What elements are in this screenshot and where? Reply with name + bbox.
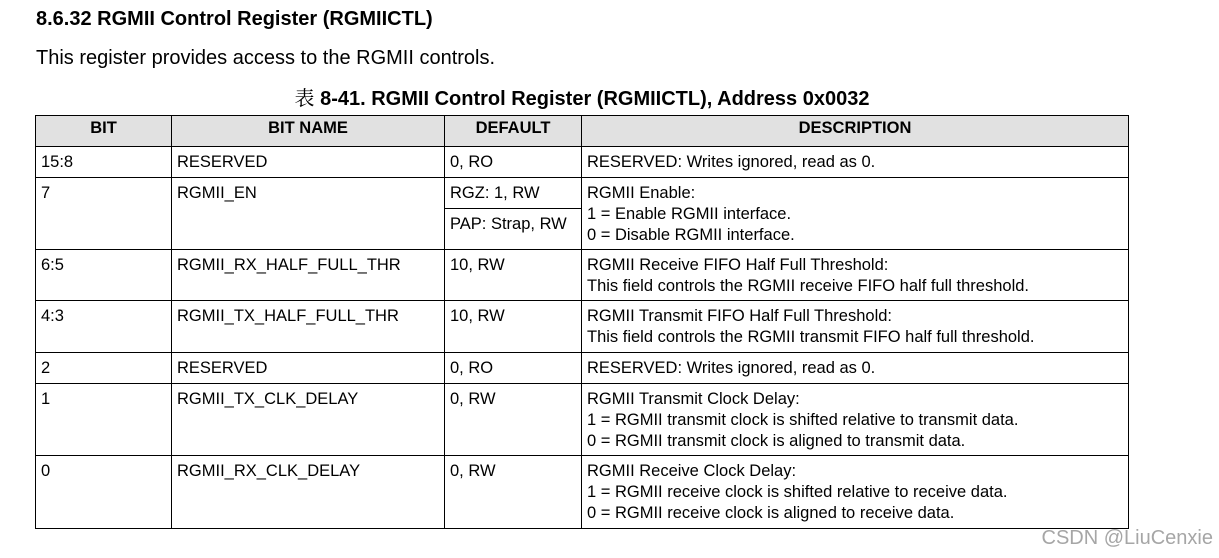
cell-default: 0, RW <box>445 456 582 529</box>
cell-bit: 4:3 <box>36 301 172 353</box>
cell-bit-name: RGMII_RX_CLK_DELAY <box>172 456 445 529</box>
description-line: RESERVED: Writes ignored, read as 0. <box>587 153 876 171</box>
description-line: This field controls the RGMII transmit FIFO half full threshold. <box>587 328 1035 346</box>
table-header-row <box>36 116 1129 147</box>
description-line: 1 = RGMII receive clock is shifted relative to receive data. <box>587 483 1008 501</box>
cell-default: 0, RW <box>445 384 582 456</box>
description-line: RGMII Transmit FIFO Half Full Threshold: <box>587 307 893 325</box>
cell-description <box>582 384 1129 456</box>
cell-description <box>582 147 1129 178</box>
cell-bit-name: RGMII_TX_HALF_FULL_THR <box>172 301 445 353</box>
section-intro: This register provides access to the RGMII controls. <box>36 47 496 69</box>
cell-description <box>582 353 1129 384</box>
description-line: This field controls the RGMII receive FIFO half full threshold. <box>587 277 1029 295</box>
table-row <box>36 456 1129 529</box>
table-row <box>36 301 1129 353</box>
description-line: RESERVED: Writes ignored, read as 0. <box>587 359 876 377</box>
cell-description <box>582 250 1129 301</box>
cell-default: 0, RO <box>445 353 582 384</box>
cell-bit-name: RESERVED <box>172 353 445 384</box>
table-caption-prefix: 表 <box>294 88 315 110</box>
table-row <box>36 147 1129 178</box>
cell-bit: 7 <box>36 178 172 250</box>
cell-bit: 6:5 <box>36 250 172 301</box>
cell-default: 0, RO <box>445 147 582 178</box>
cell-bit: 15:8 <box>36 147 172 178</box>
description-line: RGMII Transmit Clock Delay: <box>587 390 800 408</box>
table-row <box>36 384 1129 456</box>
description-line: 0 = RGMII receive clock is aligned to receive data. <box>587 504 955 522</box>
description-line: RGMII Enable: <box>587 184 696 202</box>
header-default: DEFAULT <box>445 116 582 147</box>
description-line: 0 = Disable RGMII interface. <box>587 226 795 244</box>
description-line: 0 = RGMII transmit clock is aligned to transmit data. <box>587 432 966 450</box>
cell-default: 10, RW <box>445 301 582 353</box>
table-row <box>36 178 1129 209</box>
header-bit-name: BIT NAME <box>172 116 445 147</box>
description-line: 1 = RGMII transmit clock is shifted relative to transmit data. <box>587 411 1019 429</box>
cell-bit-name: RGMII_TX_CLK_DELAY <box>172 384 445 456</box>
header-bit: BIT <box>36 116 172 147</box>
cell-description <box>582 178 1129 250</box>
table-row <box>36 353 1129 384</box>
table-caption <box>0 87 1164 111</box>
description-line: RGMII Receive FIFO Half Full Threshold: <box>587 256 889 274</box>
cell-bit: 2 <box>36 353 172 384</box>
cell-bit: 0 <box>36 456 172 529</box>
cell-bit-name: RESERVED <box>172 147 445 178</box>
cell-default: 10, RW <box>445 250 582 301</box>
cell-bit-name: RGMII_EN <box>172 178 445 250</box>
cell-bit: 1 <box>36 384 172 456</box>
register-table <box>35 115 1129 529</box>
description-line: RGMII Receive Clock Delay: <box>587 462 797 480</box>
cell-description <box>582 301 1129 353</box>
cell-default: PAP: Strap, RW <box>445 209 582 250</box>
description-line: 1 = Enable RGMII interface. <box>587 205 792 223</box>
table-row <box>36 250 1129 301</box>
cell-description <box>582 456 1129 529</box>
table-caption-text: 8-41. RGMII Control Register (RGMIICTL), Address 0x0032 <box>320 88 870 110</box>
header-description: DESCRIPTION <box>582 116 1129 147</box>
watermark: CSDN @LiuCenxie <box>1041 527 1213 549</box>
cell-bit-name: RGMII_RX_HALF_FULL_THR <box>172 250 445 301</box>
section-title: 8.6.32 RGMII Control Register (RGMIICTL) <box>36 8 433 30</box>
cell-default: RGZ: 1, RW <box>445 178 582 209</box>
